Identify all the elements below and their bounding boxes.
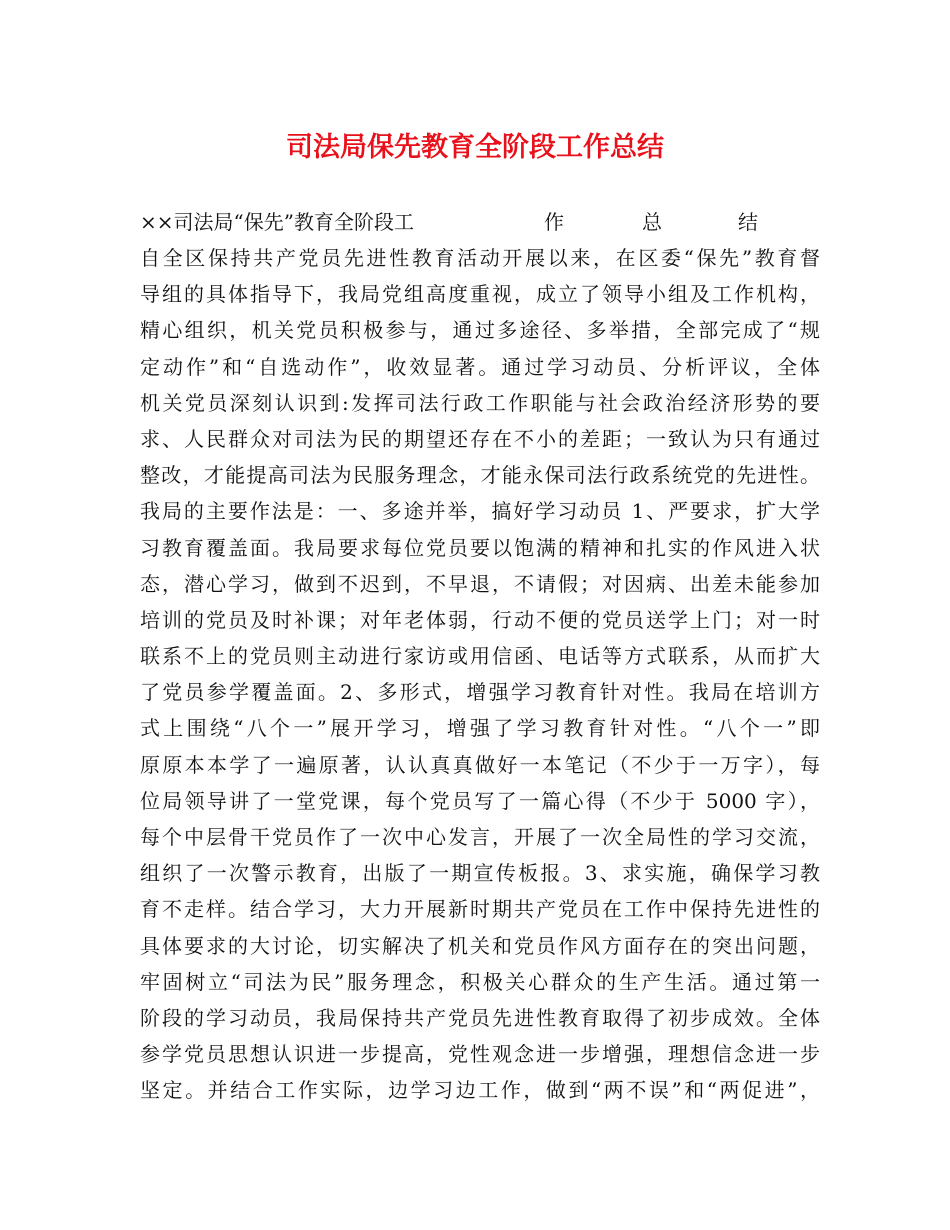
body-line: 组织了一次警示教育，出版了一期宣传板报。3、求实施，确保学习教	[140, 861, 820, 886]
subtitle-lead: ××司法局“保先”教育全阶段工	[140, 210, 414, 234]
subtitle-char: 作	[544, 210, 564, 234]
body-line: 精心组织，机关党员积极参与，通过多途径、多举措，全部完成了“规	[140, 318, 820, 343]
body-line: 导组的具体指导下，我局党组高度重视，成立了领导小组及工作机构，	[140, 282, 820, 307]
subtitle-char: 总	[642, 210, 662, 234]
document-body	[140, 240, 820, 1109]
body-line: 原原本本学了一遍原著，认认真真做好一本笔记（不少于一万字），每	[140, 752, 820, 777]
body-line: 联系不上的党员则主动进行家访或用信函、电话等方式联系，从而扩大	[140, 644, 820, 669]
document-title: 司法局保先教育全阶段工作总结	[286, 132, 664, 163]
body-line: 机关党员深刻认识到:发挥司法行政工作职能与社会政治经济形势的要	[140, 390, 820, 415]
body-line: 位局领导讲了一堂党课，每个党员写了一篇心得（不少于 5000 字），	[140, 788, 820, 813]
body-line: 阶段的学习动员，我局保持共产党员先进性教育取得了初步成效。全体	[140, 1005, 820, 1030]
body-line: 坚定。并结合工作实际，边学习边工作，做到“两不误”和“两促进”，	[140, 1078, 820, 1103]
body-line: 育不走样。结合学习，大力开展新时期共产党员在工作中保持先进性的	[140, 897, 820, 922]
body-line: 式上围绕“八个一”展开学习，增强了学习教育针对性。“八个一”即	[140, 716, 820, 741]
body-line: 培训的党员及时补课；对年老体弱，行动不便的党员送学上门；对一时	[140, 607, 820, 632]
body-line: 习教育覆盖面。我局要求每位党员要以饱满的精神和扎实的作风进入状	[140, 535, 820, 560]
body-line: 具体要求的大讨论，切实解决了机关和党员作风方面存在的突出问题，	[140, 933, 820, 958]
body-line: 了党员参学覆盖面。2、多形式，增强学习教育针对性。我局在培训方	[140, 680, 820, 705]
body-line: 自全区保持共产党员先进性教育活动开展以来，在区委“保先”教育督	[140, 246, 820, 270]
body-line: 求、人民群众对司法为民的期望还存在不小的差距；一致认为只有通过	[140, 426, 820, 451]
body-line: 牢固树立“司法为民”服务理念，积极关心群众的生产生活。通过第一	[140, 969, 820, 994]
document-subtitle	[140, 204, 820, 240]
body-line: 态，潜心学习，做到不迟到，不早退，不请假；对因病、出差未能参加	[140, 571, 820, 596]
body-line: 定动作”和“自选动作”，收效显著。通过学习动员、分析评议，全体	[140, 354, 820, 379]
body-line: 整改，才能提高司法为民服务理念，才能永保司法行政系统党的先进性。	[140, 463, 820, 488]
body-line: 每个中层骨干党员作了一次中心发言，开展了一次全局性的学习交流，	[140, 825, 820, 849]
subtitle-char: 结	[738, 210, 758, 234]
body-line: 我局的主要作法是：一、多途并举，搞好学习动员 1、严要求，扩大学	[140, 499, 820, 524]
body-line: 参学党员思想认识进一步提高，党性观念进一步增强，理想信念进一步	[140, 1042, 820, 1067]
